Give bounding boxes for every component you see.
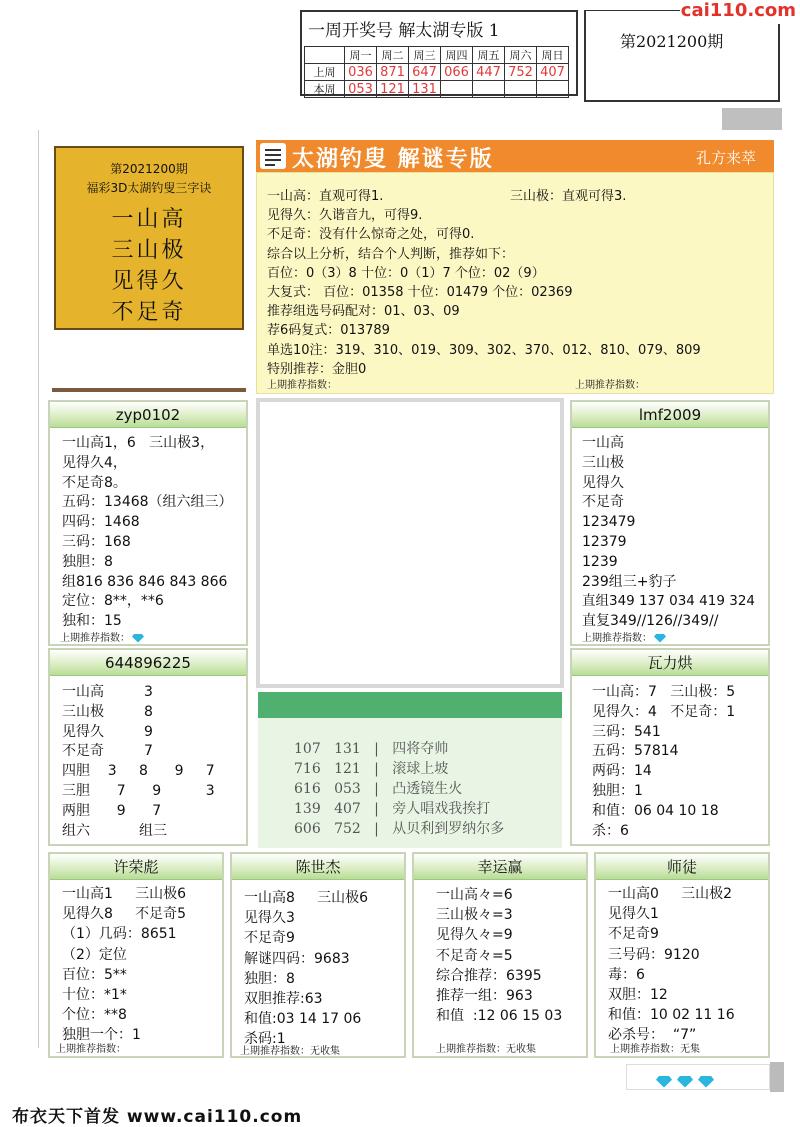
panel-line: 直复349//126//349// — [582, 613, 719, 630]
panel-line: 一山高々=6 — [436, 887, 513, 903]
draw-number: 036 — [345, 64, 377, 81]
panel-xurongbiao — [48, 852, 224, 1058]
panel-line: 独胆：8 — [62, 553, 113, 570]
panel-lmf2009 — [570, 400, 770, 646]
rating-row — [582, 629, 666, 644]
diamond-icon — [132, 634, 144, 643]
history-row: 107 131 | 四将夺帅 — [294, 741, 449, 757]
panel-line: 毒：6 — [608, 966, 645, 983]
main-header — [256, 140, 774, 172]
panel-line: 直组349 137 034 419 324 — [582, 593, 756, 610]
panel-line: 见得久4， — [62, 454, 127, 471]
row-label: 本周 — [305, 81, 345, 98]
draw-number: 752 — [505, 64, 537, 81]
panel-line: 三山极々=3 — [436, 907, 513, 924]
panel-line: 239组三+豹子 — [582, 573, 677, 590]
panel-line: 一山高0 三山极2 — [608, 886, 733, 902]
panel-line: 一山高 3 — [62, 684, 153, 700]
panel-line: 十位：*1* — [62, 987, 127, 1004]
panel-line: 三号码：9120 — [608, 946, 700, 963]
draw-number: 447 — [473, 64, 505, 81]
weekly-draw-title: 一周开奖号 解太湖专版 1 — [308, 21, 500, 41]
poem-line: 三山极 — [111, 238, 187, 263]
panel-line: 不足奇9 — [608, 926, 659, 943]
diamond-icon — [656, 1076, 672, 1088]
analysis-row: 单选10注：319、310、019、309、302、370、012、810、079、809 — [267, 342, 701, 358]
panel-title: 瓦力烘 — [572, 650, 768, 676]
panel-line: 不足奇 — [582, 494, 624, 511]
panel-line: 一山高 — [582, 435, 624, 451]
rating-label: 上期推荐指数： — [575, 380, 645, 391]
panel-line: 一山高8 三山极6 — [244, 890, 369, 906]
history-row: 616 053 | 凸透镜生火 — [294, 781, 463, 797]
panel-line: 四胆 3 8 9 7 — [62, 763, 215, 780]
analysis-text: 一山高：直观可得1. — [267, 189, 384, 204]
draw-number: 053 — [345, 81, 377, 98]
poem-card — [54, 146, 244, 330]
panel-line: 综合推荐：6395 — [436, 967, 542, 984]
row-label: 上周 — [305, 64, 345, 81]
analysis-row: 见得久：久谐音九，可得9. — [267, 208, 423, 224]
weekly-draw-table — [304, 46, 569, 98]
main-author: 孔方来萃 — [695, 149, 756, 167]
day-header: 周日 — [537, 47, 569, 64]
poem-line: 一山高 — [111, 207, 187, 232]
day-header: 周一 — [345, 47, 377, 64]
panel-line: 见得久 — [582, 474, 624, 491]
panel-line: 一山高1，6 三山极3， — [62, 435, 215, 451]
site-logo[interactable]: cai110.com — [680, 0, 800, 24]
panel-line: 见得久々=9 — [436, 927, 513, 944]
rating-label: 上期推荐指数：无集 — [610, 1044, 700, 1055]
panel-line: 独胆：8 — [244, 970, 295, 987]
panel-line: 四码：1468 — [62, 514, 140, 531]
panel-line: 一山高1 三山极6 — [62, 886, 187, 902]
panel-line: 见得久：4 不足奇：1 — [592, 703, 736, 720]
analysis-text: 三山极：直观可得3. — [510, 189, 627, 204]
weekly-draw-box — [300, 10, 578, 96]
diamond-icon — [677, 1076, 693, 1088]
panel-title: 师徒 — [596, 854, 768, 880]
panel-line: 定位：8**，**6 — [62, 593, 164, 610]
panel-line: 12379 — [582, 533, 627, 550]
poem-period: 第2021200期 — [110, 162, 188, 176]
poem-subtitle: 福彩3D太湖钓叟三字诀 — [86, 181, 212, 195]
day-header: 周二 — [377, 47, 409, 64]
panel-line: 三山极 8 — [62, 703, 153, 720]
draw-number: 066 — [441, 64, 473, 81]
panel-line: 独胆：1 — [592, 782, 643, 799]
rating-row — [60, 629, 144, 644]
panel-title: 陈世杰 — [232, 854, 404, 880]
analysis-row: 特别推荐：金胆0 — [267, 361, 367, 377]
panel-title: zyp0102 — [50, 402, 246, 428]
panel-line: 不足奇 7 — [62, 743, 153, 760]
rating-label: 上期推荐指数：无收集 — [240, 1046, 340, 1057]
panel-xingyunying — [412, 852, 588, 1058]
footer-credit: 布衣天下首发 www.cai110.com — [12, 1107, 303, 1127]
poem-line: 不足奇 — [111, 300, 187, 325]
panel-line: 独和：15 — [62, 613, 122, 630]
notepad-icon — [260, 143, 286, 169]
panel-line: 解谜四码：9683 — [244, 950, 350, 967]
panel-line: 三码：541 — [592, 723, 661, 740]
panel-line: 组六 组三 — [62, 822, 167, 839]
panel-title: 许荣彪 — [50, 854, 222, 880]
rating-label: 上期推荐指数： — [60, 633, 130, 644]
panel-line: 1239 — [582, 553, 618, 570]
draw-number: 647 — [409, 64, 441, 81]
panel-shitu — [594, 852, 770, 1058]
panel-line: 和值：10 02 11 16 — [608, 1007, 735, 1024]
panel-line: 个位：**8 — [62, 1007, 127, 1024]
analysis-row: 大复式： 百位：01358 十位：01479 个位：02369 — [267, 285, 573, 301]
panel-line: 百位：5** — [62, 966, 127, 983]
diamond-rating-bar — [626, 1064, 770, 1090]
analysis-row: 不足奇：没有什么惊奇之处，可得0. — [267, 227, 475, 243]
panel-644896225 — [48, 648, 248, 846]
analysis-row: 推荐组选号码配对：01、03、09 — [267, 304, 460, 320]
panel-line: 不足奇8。 — [62, 474, 127, 491]
decorative-block — [722, 108, 782, 130]
panel-line: 不足奇9 — [244, 930, 295, 947]
draw-number — [441, 81, 473, 98]
panel-line: 推荐一组：963 — [436, 988, 533, 1005]
draw-number — [505, 81, 537, 98]
panel-line: 必杀号： “7” — [608, 1027, 697, 1044]
panel-line: 三码：168 — [62, 533, 131, 550]
analysis-row: 百位：0（3）8 十位：0（1）7 个位：02（9） — [267, 265, 545, 281]
draw-number — [473, 81, 505, 98]
panel-title: 644896225 — [50, 650, 246, 676]
rating-label: 上期推荐指数： — [56, 1044, 126, 1055]
panel-line: 和值：06 04 10 18 — [592, 802, 719, 819]
panel-title: 幸运赢 — [414, 854, 586, 880]
draw-number: 407 — [537, 64, 569, 81]
panel-line: 独胆一个：1 — [62, 1027, 141, 1044]
panel-line: 不足奇々=5 — [436, 947, 513, 964]
panel-line: 组816 836 846 843 866 — [62, 573, 228, 590]
poem-line: 见得久 — [111, 269, 187, 294]
panel-title: lmf2009 — [572, 402, 768, 428]
panel-line: 和值 :12 06 15 03 — [436, 1008, 563, 1025]
panel-line: 杀：6 — [592, 822, 629, 839]
draw-number — [537, 81, 569, 98]
history-row: 139 407 | 旁人唱戏我挨打 — [294, 801, 491, 817]
rating-label: 上期推荐指数：无收集 — [436, 1044, 536, 1055]
rating-label: 上期推荐指数： — [582, 633, 652, 644]
history-list — [258, 718, 562, 848]
analysis-row — [267, 187, 773, 206]
center-blank-area — [256, 398, 564, 688]
day-header: 周四 — [441, 47, 473, 64]
panel-line: 五码：57814 — [592, 743, 679, 760]
analysis-row: 综合以上分析，结合个人判断，推荐如下： — [267, 246, 515, 262]
panel-line: 见得久8 不足奇5 — [62, 906, 187, 923]
panel-line: 两胆 9 7 — [62, 802, 162, 819]
draw-number: 871 — [377, 64, 409, 81]
this-week-row — [305, 81, 569, 98]
history-row: 606 752 | 从贝利到罗纳尔多 — [294, 821, 505, 837]
panel-line: （2）定位 — [62, 946, 127, 963]
panel-line: 和值:03 14 17 06 — [244, 1011, 362, 1028]
last-week-row — [305, 64, 569, 81]
panel-line: 三山极 — [582, 454, 624, 471]
day-header: 周三 — [409, 47, 441, 64]
history-header-bar — [258, 692, 562, 718]
panel-line: 见得久1 — [608, 906, 659, 923]
panel-line: 五码：13468（组六组三） — [62, 494, 233, 511]
panel-zyp0102 — [48, 400, 248, 646]
diamond-icon — [698, 1076, 714, 1088]
analysis-row: 荐6码复式：013789 — [267, 323, 390, 339]
day-header: 周五 — [473, 47, 505, 64]
history-row: 716 121 | 滚球上坡 — [294, 761, 449, 777]
rating-label: 上期推荐指数： — [267, 380, 337, 391]
panel-line: （1）几码：8651 — [62, 926, 177, 943]
period-label: 第2021200期 — [620, 32, 724, 51]
decorative-block — [770, 1062, 784, 1092]
panel-walihong — [570, 648, 770, 846]
panel-line: 三胆 7 9 3 — [62, 782, 215, 799]
panel-line: 123479 — [582, 514, 636, 531]
panel-line: 杀码:1 — [244, 1031, 286, 1048]
draw-number: 121 — [377, 81, 409, 98]
draw-number: 131 — [409, 81, 441, 98]
main-analysis — [256, 172, 774, 394]
panel-line: 双胆：12 — [608, 987, 668, 1004]
day-header: 周六 — [505, 47, 537, 64]
panel-line: 一山高：7 三山极：5 — [592, 684, 736, 700]
diamond-icon — [654, 634, 666, 643]
panel-line: 见得久 9 — [62, 723, 153, 740]
day-header-row — [305, 47, 569, 64]
panel-line: 双胆推荐:63 — [244, 991, 323, 1008]
panel-line: 两码：14 — [592, 763, 652, 780]
panel-chenshijie — [230, 852, 406, 1058]
panel-line: 见得久3 — [244, 910, 295, 927]
main-title: 太湖钓叟 解谜专版 — [292, 146, 494, 172]
